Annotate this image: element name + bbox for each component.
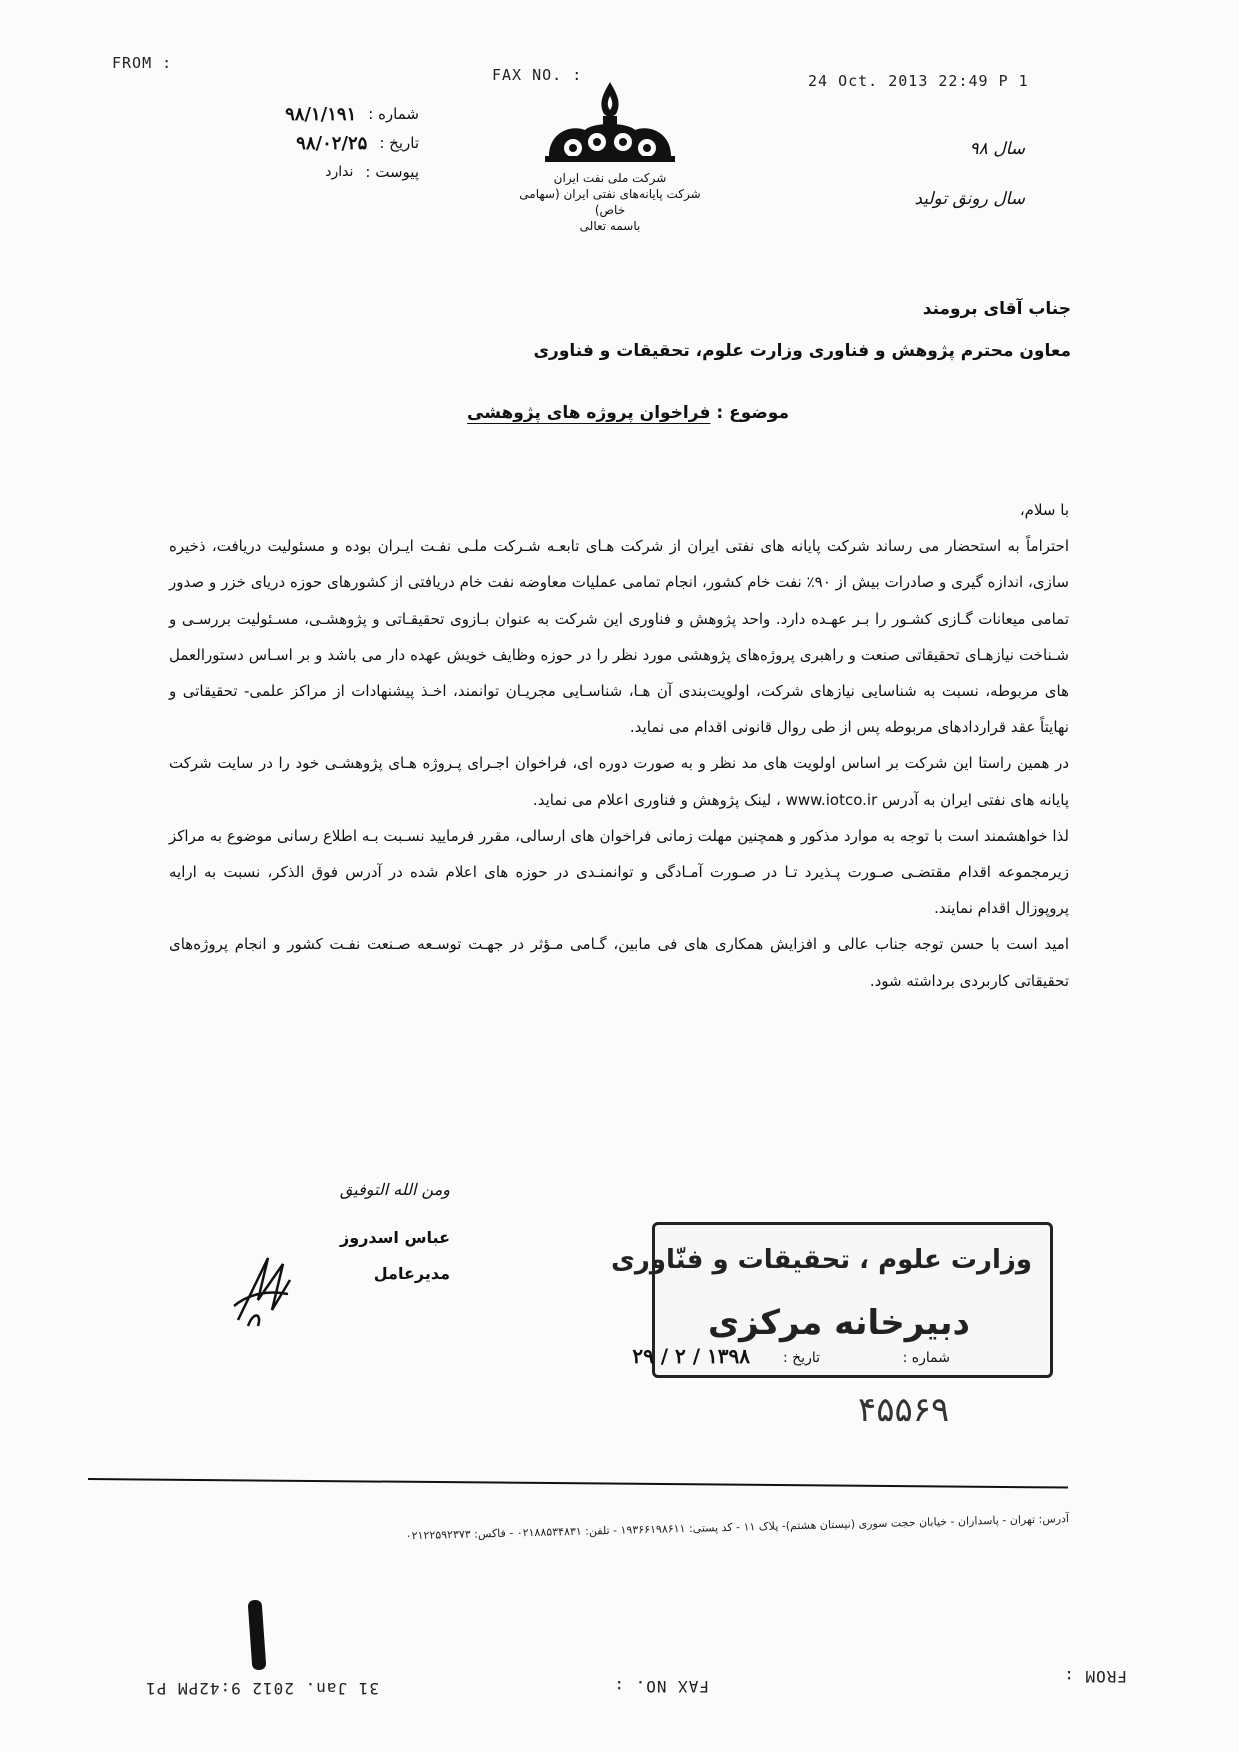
year-line: سال ۹۸ — [969, 139, 1025, 159]
stamp-date: ۱۳۹۸ / ۲ / ۲۹ — [632, 1344, 750, 1368]
fax-number-label: FAX NO. : — [492, 66, 583, 84]
fax-footer-timestamp: 31 Jan. 2012 9:42PM P1 — [145, 1679, 379, 1698]
addressee-name: جناب آقای برومند — [922, 299, 1071, 319]
addressee — [533, 288, 1071, 372]
fax-timestamp: 24 Oct. 2013 22:49 P 1 — [808, 72, 1029, 90]
footer-address: آدرس: تهران - پاسداران - خیابان حجت سوری (نیستان هشتم)- پلاک ۱۱ - کد پستی: ۱۹۳۶۶۱۹۸۶۱۱ - تلفن: ۰۲۱۸۸۵۳۴۸۳۱ - فاکس: ۰۲۱۲۲۵۹۲۳۷۳ — [405, 1512, 1070, 1543]
signer-name: عباس اسدروز — [340, 1228, 450, 1247]
stamp-date-label: تاریخ : — [782, 1350, 820, 1366]
stamp-ministry-name: وزارت علوم ، تحقیقات و فنّاوری — [611, 1245, 1032, 1275]
attachment-value: ندارد — [325, 164, 354, 180]
registration-number: ۴۵۵۶۹ — [858, 1390, 950, 1430]
company-name: شرکت ملی نفت ایران — [553, 171, 667, 185]
fax-footer — [0, 1630, 1239, 1710]
closing-phrase: ومن الله التوفیق — [339, 1180, 450, 1199]
letter-body — [169, 492, 1069, 999]
invocation: باسمه تعالی — [579, 219, 641, 233]
fax-from-label: FROM : — [112, 54, 173, 72]
body-paragraph-1: احتراماً به استحضار می رساند شرکت پایانه های نفتی ایران از شرکت هـای تابعـه شـرکت ملـی نفـت ایـران بوده و مسئولیت دریافت، ذخیره سازی، اندازه گیری و صادرات بیش از ۹۰٪ نفت خام کشور، انجام تمامی عملیات معاوضه نفت خام دریافتی از کشورهای حوزه دریای خزر و صدور تمامی میعانات گـازی کشـور را بـر عهـده دارد. واحد پژوهش و فناوری این شرکت به عنوان بـازوی تحقیقـاتی و پژوهشـی، مسـئولیت بررسـی و شـناخت نیازهـای تحقیقاتی صنعت و راهبری پروژه‌های پژوهشی مورد نظر را در حوزه وظایف خویش عهده دار می باشد و بر اسـاس دستورالعمل های مربوطه، نسبت به شناسایی نیازهای شرکت، اولویت‌بندی آن هـا، شناسـایی مجریـان توانمند، اخـذ پیشنهادات از مراکز علمی- تحقیقاتی و نهایتاً عقد قراردادهای مربوطه پس از طی روال قانونی اقدام می نماید. — [169, 537, 1069, 737]
signer-title: مدیرعامل — [373, 1264, 450, 1283]
fax-footer-from: FROM : — [1063, 1667, 1127, 1686]
body-paragraph-3: لذا خواهشمند است با توجه به موارد مذکور و همچنین مهلت زمانی فراخوان های ارسالی، مقرر فرمایید نسـبت بـه اطلاع رسانی موضوع به مراکز زیرمجموعه اقدام مقتضـی صـورت پـذیرد تـا در صـورت آمـادگی و توانمنـدی در حوزه های اعلام شده در آدرس فوق الذکر، نسبت به ارایه پروپوزال اقدام نمایند. — [169, 826, 1069, 918]
number-label: شماره : — [368, 105, 419, 123]
subject-text: فراخوان پروژه های پژوهشی — [467, 403, 711, 423]
stamp-secretariat: دبیرخانه مرکزی — [707, 1303, 970, 1343]
slogan-line: سال رونق تولید — [914, 189, 1025, 209]
greeting: با سلام، — [1019, 501, 1069, 519]
subject-line — [467, 403, 789, 423]
fax-footer-number: FAX NO. : — [613, 1677, 709, 1696]
subsidiary-name: شرکت پایانه‌های نفتی ایران (سهامی خاص) — [519, 187, 701, 217]
stamp-number-label: شماره : — [902, 1350, 950, 1366]
subject-label: موضوع : — [716, 403, 789, 423]
letter-reference — [243, 100, 419, 187]
body-paragraph-2: در همین راستا این شرکت بر اساس اولویت های مد نظر و به صورت دوره ای، فراخوان اجـرای پـروژه هـای پژوهشـی خود را در سایت شرکت پایانه های نفتی ایران به آدرس www.iotco.ir ، لینک پژوهش و فناوری اعلام می نماید. — [169, 754, 1069, 809]
letter-date: ۹۸/۰۲/۲۵ — [296, 133, 368, 154]
letter-number: ۹۸/۱/۱۹۱ — [285, 104, 357, 125]
body-paragraph-4: امید است با حسن توجه جناب عالی و افزایش همکاری های فی مابین، گـامی مـؤثر در جهـت توسـعه صـنعت نفـت کشور و انجام پروژه‌های تحقیقاتی کاربردی برداشته شود. — [169, 935, 1069, 990]
date-label: تاریخ : — [379, 134, 419, 152]
handwritten-signature-icon — [228, 1250, 298, 1330]
company-logo — [505, 78, 715, 234]
nioc-emblem-icon — [535, 78, 685, 170]
addressee-title: معاون محترم پژوهش و فناوری وزارت علوم، تحقیقات و فناوری — [533, 341, 1071, 361]
year-slogan — [914, 124, 1025, 224]
attachment-label: پیوست : — [365, 163, 419, 181]
footer-divider — [88, 1478, 1068, 1489]
signature-block — [310, 1180, 450, 1292]
